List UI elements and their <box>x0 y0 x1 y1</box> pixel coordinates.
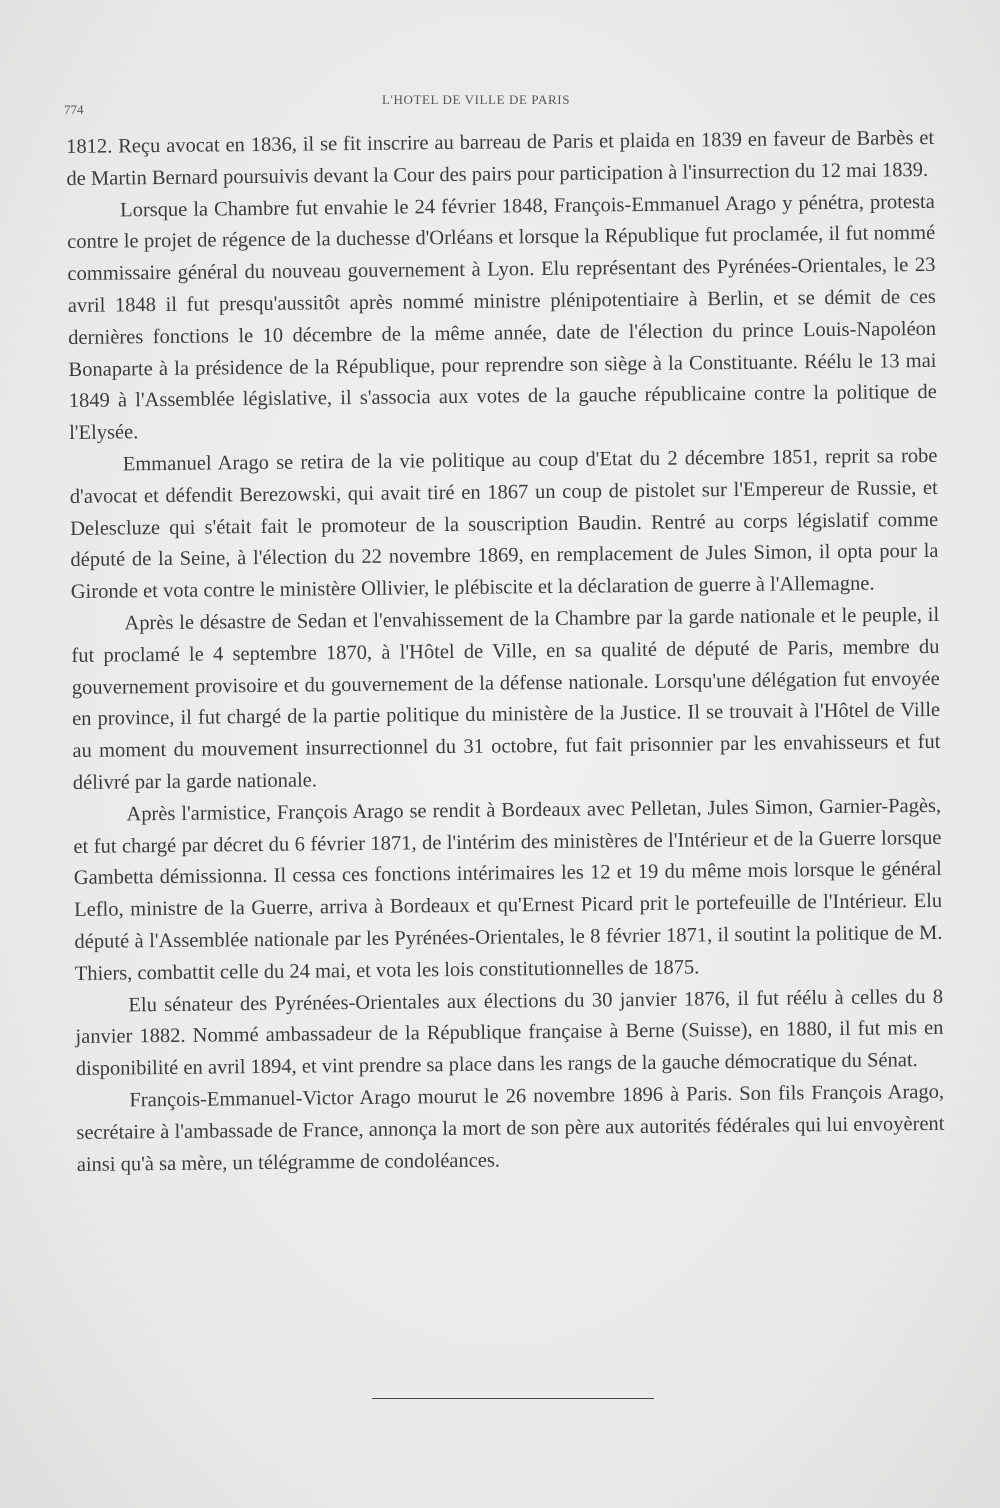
paragraph-continued: 1812. Reçu avocat en 1836, il se fit inscrire au barreau de Paris et plaida en 1839 en faveur de Barbès et de Martin Bernard poursuivis devant la Cour des pairs pour participation à l'insurrection du 12 mai 1839. <box>66 126 935 190</box>
paragraph: Elu sénateur des Pyrénées-Orientales aux élections du 30 janvier 1876, il fut réélu à celles du 8 janvier 1882. Nommé ambassadeur de la République française à Berne (Suisse), en 1880, il fut mis en disponibilité en avril 1894, et vint prendre sa place dans les rangs de la gauche démocratique du Sénat. <box>75 985 944 1081</box>
paragraph: François-Emmanuel-Victor Arago mourut le 26 novembre 1896 à Paris. Son fils François Arago, secrétaire à l'ambassade de France, annonça la mort de son père aux autorités fédérales qui lui envoyèrent ainsi qu'à sa mère, un télégramme de condoléances. <box>76 1080 945 1176</box>
page-header <box>60 90 940 117</box>
closing-rule <box>372 1398 654 1399</box>
page-number: 774 <box>64 102 84 117</box>
paragraph: Après l'armistice, François Arago se rendit à Bordeaux avec Pelletan, Jules Simon, Garnier-Pagès, et fut chargé par décret du 6 février 1871, de l'intérim des ministères de l'Intérieur et de la Guerre lorsque Gambetta démissionna. Il cessa ces fonctions intérimaires les 12 et 19 du même mois lorsque le général Leflo, ministre de la Guerre, arriva à Bordeaux et qu'Ernest Picard prit le portefeuille de l'Intérieur. Elu député à l'Assemblée nationale par les Pyrénées-Orientales, le 8 février 1871, il soutint la politique de M. Thiers, combattit celle du 24 mai, et vota les lois constitutionnelles de 1875. <box>73 794 943 985</box>
running-head: L'HOTEL DE VILLE DE PARIS <box>382 92 571 107</box>
paragraph: Après le désastre de Sedan et l'envahissement de la Chambre par la garde nationale et le peuple, il fut proclamé le 4 septembre 1870, à l'Hôtel de Ville, en sa qualité de député de Paris, membre du gouvernement provisoire et du gouvernement de la défense nationale. Lorsqu'une délégation fut envoyée en province, il fut chargé de la partie politique du ministère de la Justice. Il se trouvait à l'Hôtel de Ville au moment du mouvement insurrectionnel du 31 octobre, fut fait prisonnier par les envahisseurs et fut délivré par la garde nationale. <box>71 603 941 794</box>
body-text <box>66 123 945 1181</box>
paragraph: Lorsque la Chambre fut envahie le 24 février 1848, François-Emmanuel Arago y pénétra, protesta contre le projet de régence de la duchesse d'Orléans et lorsque la République fut proclamée, il fut nommé commissaire général du nouveau gouvernement à Lyon. Elu représentant des Pyrénées-Orientales, le 23 avril 1848 il fut presqu'aussitôt après nommé ministre plénipotentiaire à Berlin, et se démit de ces dernières fonctions le 10 décembre de la même année, date de l'élection du prince Louis-Napoléon Bonaparte à la présidence de la République, pour reprendre son siège à la Constituante. Réélu le 13 mai 1849 à l'Assemblée législative, il s'associa aux votes de la gauche républicaine contre la politique de l'Elysée. <box>67 190 937 445</box>
paragraph: Emmanuel Arago se retira de la vie politique au coup d'Etat du 2 décembre 1851, reprit sa robe d'avocat et défendit Berezowski, qui avait tiré en 1867 un coup de pistolet sur l'Empereur de Russie, et Delescluze qui s'était fait le promoteur de la souscription Baudin. Rentré au corps législatif comme député de la Seine, à l'élection du 22 novembre 1869, en remplacement de Jules Simon, il opta pour la Gironde et vota contre le ministère Ollivier, le plébiscite et la déclaration de guerre à l'Allemagne. <box>69 444 939 604</box>
